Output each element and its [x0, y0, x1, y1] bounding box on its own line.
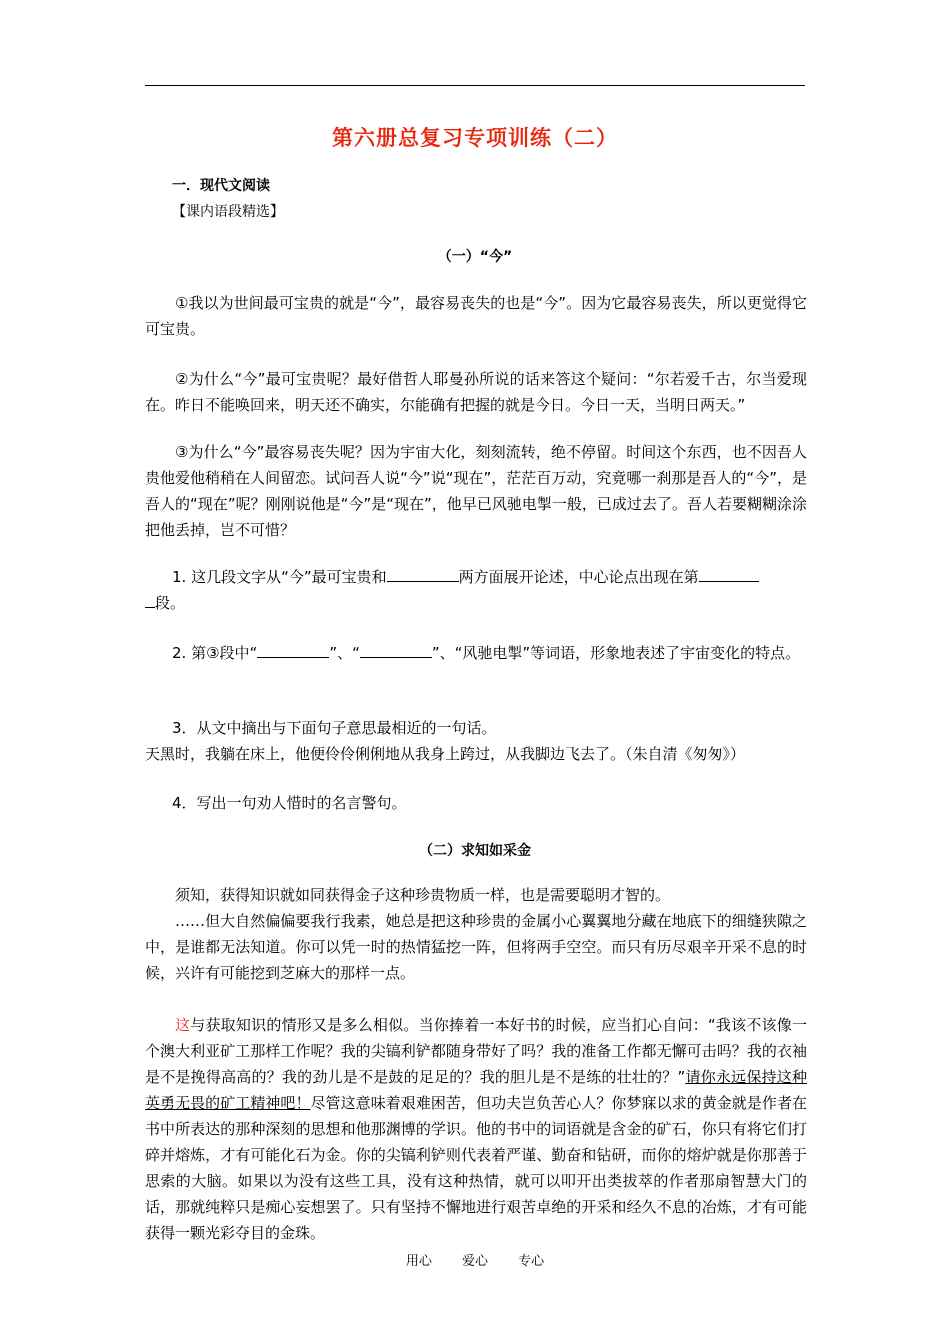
header-rule [145, 85, 805, 86]
question-3-quote: 天黑时，我躺在床上，他便伶伶俐俐地从我身上跨过，从我脚边飞去了。（朱自清《匆匆》） [145, 745, 746, 763]
answer-blank-1[interactable] [387, 567, 459, 582]
footer-word-1: 用心 [405, 1254, 432, 1269]
page-footer [0, 1250, 950, 1269]
question-3 [145, 715, 807, 767]
footer-word-2: 爱心 [461, 1254, 488, 1269]
passage2-paragraph-1: 须知，获得知识就如同获得金子这种珍贵物质一样，也是需要聪明才智的。 [175, 886, 671, 904]
answer-blank-2-tail[interactable] [145, 593, 155, 608]
subsection-heading: 【课内语段精选】 [172, 204, 284, 220]
question-1 [155, 564, 807, 616]
question-4: 4．写出一句劝人惜时的名言警句。 [172, 794, 407, 812]
answer-blank-2[interactable] [699, 567, 759, 582]
passage2-paragraph-3 [145, 1012, 807, 1246]
section-heading: 一．现代文阅读 [172, 178, 270, 194]
passage2-p3-text-b: 尽管这意味着艰难困苦，但功夫岂负苦心人？你梦寐以求的黄金就是作者在书中所表达的那种深刻的思想和他那渊博的学识。他的书中的词语就是含金的矿石，你只有将它们打碎并熔炼，才有可能化石为金。你的尖镐利铲则代表着严谨、勤奋和钻研，而你的熔炉就是你那善于思索的大脑。如果以为没有这些工具，没有这种热情，就可以叩开出类拔萃的作者那扇智慧大门的话，那就纯粹只是痴心妄想罢了。只有坚持不懈地进行艰苦卓绝的开采和经久不息的冶炼，才有可能获得一颗光彩夺目的金珠。 [145, 1094, 807, 1242]
question-1-text-b: 两方面展开论述，中心论点出现在第 [458, 568, 699, 586]
question-3-text: 3．从文中摘出与下面句子意思最相近的一句话。 [172, 719, 497, 737]
question-2-text-c: ”、“风驰电掣”等词语，形象地表述了宇宙变化的特点。 [431, 644, 801, 662]
question-2 [172, 640, 807, 666]
passage1-paragraph-2: ②为什么“今”最可宝贵呢？最好借哲人耶曼孙所说的话来答这个疑问：“尔若爱千古，尔当爱现在。昨日不能唤回来，明天还不确实，尔能确有把握的就是今日。今日一天，当明日两天。” [145, 370, 807, 414]
question-2-text-b: ”、“ [329, 644, 360, 662]
question-1-continuation [145, 590, 807, 616]
underlined-sentence: 请你永远保持这种英勇无畏的矿工精神吧！ [145, 1068, 807, 1112]
answer-blank-4[interactable] [360, 643, 432, 658]
answer-blank-3[interactable] [257, 643, 329, 658]
passage1-title: （一）“今” [437, 249, 513, 265]
footer-word-3: 专心 [518, 1254, 545, 1269]
question-1-text-a: 1. 这几段文字从“今”最可宝贵和 [172, 568, 387, 586]
highlight-word: 这 [175, 1016, 191, 1034]
passage2-p3-text-a: 与获取知识的情形又是多么相似。当你捧着一本好书的时候，应当扪心自问：“我该不该像一个澳大利亚矿工那样工作呢？我的尖镐利铲都随身带好了吗？我的准备工作都无懈可击吗？我的衣袖是不是挽得高高的？我的劲儿是不是鼓的足足的？我的胆儿是不是练的壮壮的？” [145, 1016, 807, 1086]
passage1-paragraph-3: ③为什么“今”最容易丧失呢？因为宇宙大化，刻刻流转，绝不停留。时间这个东西，也不因吾人贵他爱他稍稍在人间留恋。试问吾人说“今”说“现在”，茫茫百万动，究竟哪一刹那是吾人的“今”，是吾人的“现在”呢？刚刚说他是“今”是“现在”，他早已风驰电掣一般，已成过去了。吾人若要糊糊涂涂把他丢掉，岂不可惜？ [145, 443, 807, 539]
page-title: 第六册总复习专项训练（二） [332, 126, 618, 150]
passage2-title: （二）求知如采金 [419, 843, 531, 859]
question-2-text-a: 2. 第③段中“ [172, 644, 258, 662]
passage2-paragraph-2: ……但大自然偏偏要我行我素，她总是把这种珍贵的金属小心翼翼地分藏在地底下的细缝狭隙之中，是谁都无法知道。你可以凭一时的热情猛挖一阵，但将两手空空。而只有历尽艰辛开采不息的时候，兴许有可能挖到芝麻大的那样一点。 [145, 912, 807, 982]
question-1-text-c: 段。 [155, 594, 186, 612]
passage1-paragraph-1: ①我以为世间最可宝贵的就是“今”，最容易丧失的也是“今”。因为它最容易丧失，所以更觉得它可宝贵。 [145, 294, 807, 338]
